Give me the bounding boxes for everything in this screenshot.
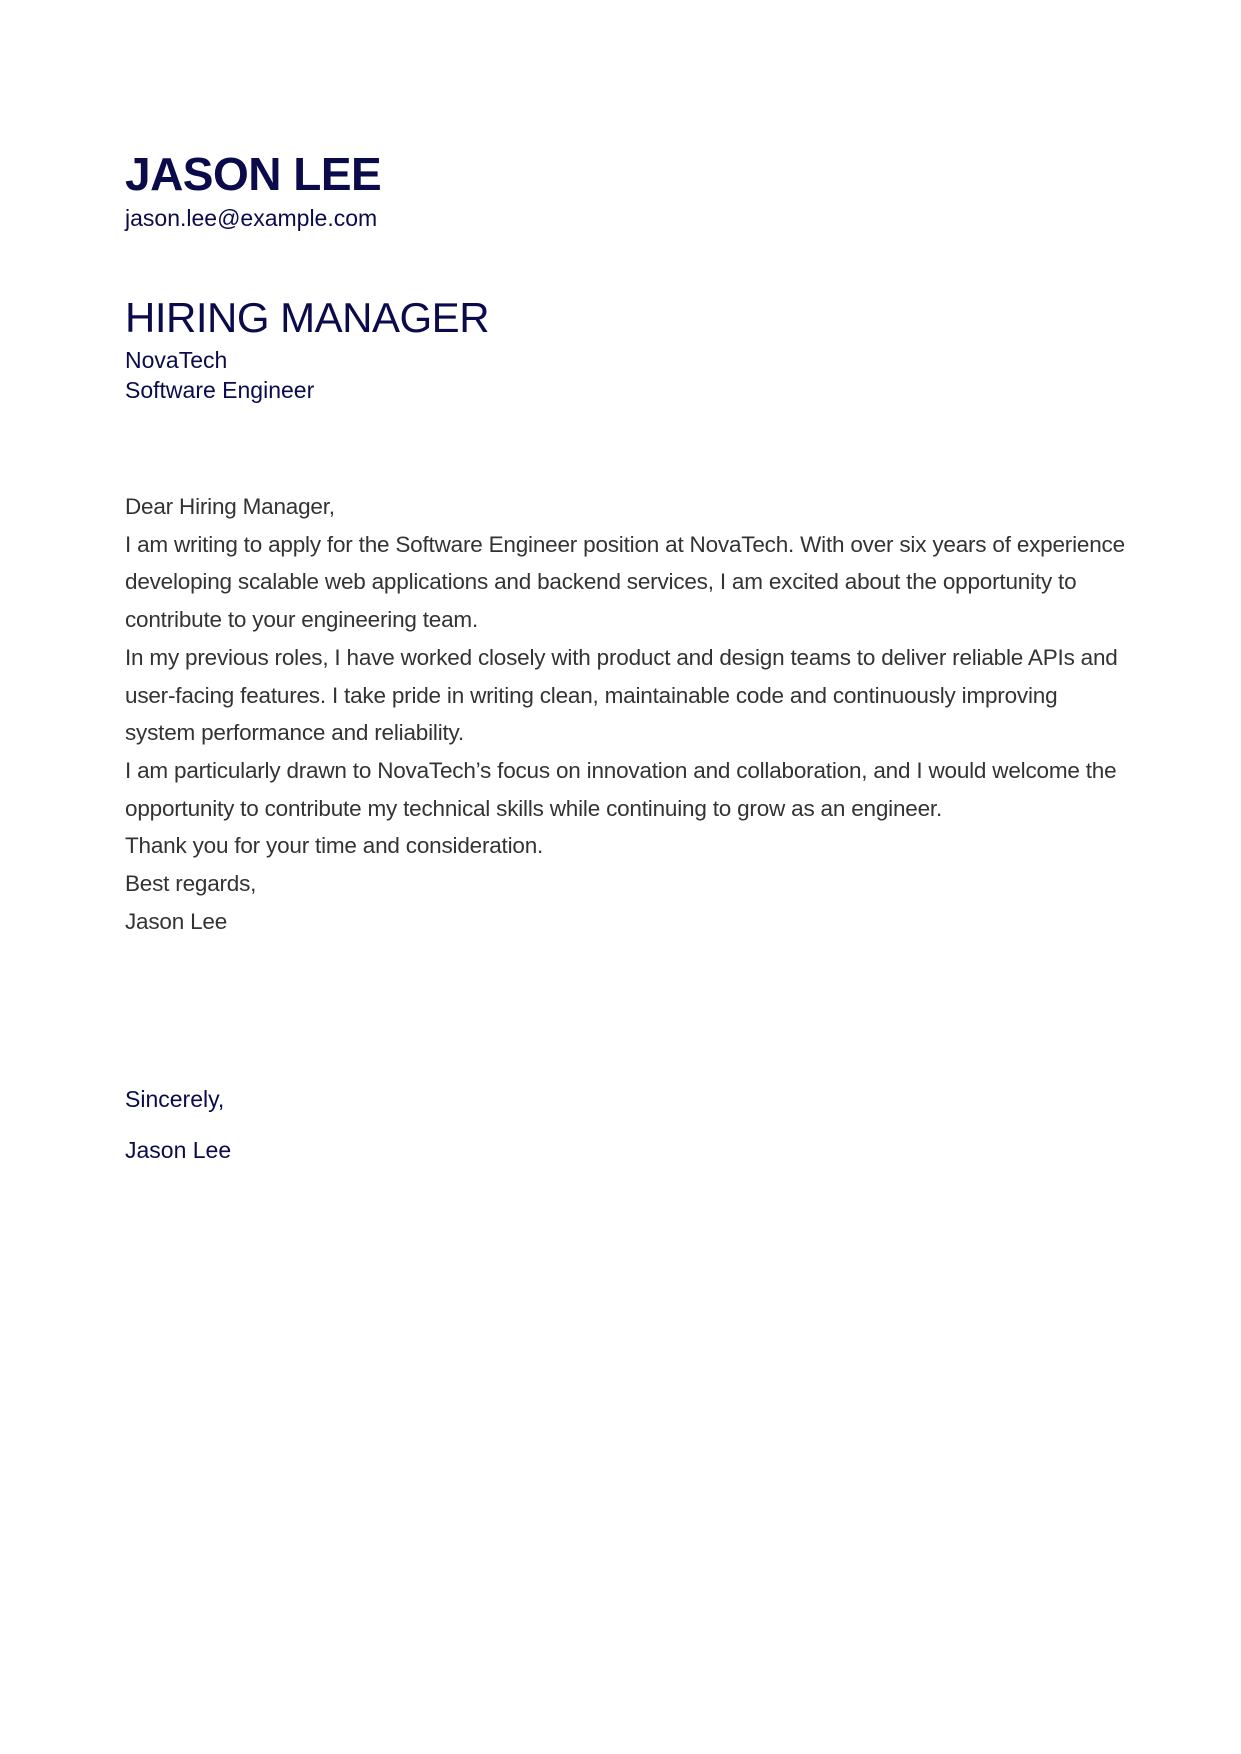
- letter-sign-off: Best regards,: [125, 871, 257, 897]
- letter-paragraph: In my previous roles, I have worked closely with product and design teams to deliver reliable APIs and user-facing features. I take pride in writing clean, maintainable code and continuously improving system performance and reliability.: [125, 644, 1118, 746]
- sender-name: JASON LEE: [125, 148, 382, 200]
- sender-email: jason.lee@example.com: [125, 205, 378, 231]
- recipient-position: Software Engineer: [125, 377, 315, 403]
- recipient-company: NovaTech: [125, 347, 228, 373]
- letter-body: [125, 488, 1125, 940]
- letter-paragraph: I am particularly drawn to NovaTech’s focus on innovation and collaboration, and I would welcome the opportunity to contribute my technical skills while continuing to grow as an engineer.: [125, 757, 1117, 821]
- letter-sign-name: Jason Lee: [125, 908, 228, 934]
- signature: Jason Lee: [125, 1137, 232, 1163]
- letter-paragraph: I am writing to apply for the Software Engineer position at NovaTech. With over six years of experience developing scalable web applications and backend services, I am excited about the opportunity to contribute to your engineering team.: [125, 531, 1125, 633]
- letter-greeting: Dear Hiring Manager,: [125, 494, 335, 519]
- letter-paragraph: Thank you for your time and consideration.: [125, 833, 544, 859]
- closing: Sincerely,: [125, 1086, 225, 1112]
- recipient-title: HIRING MANAGER: [125, 294, 490, 341]
